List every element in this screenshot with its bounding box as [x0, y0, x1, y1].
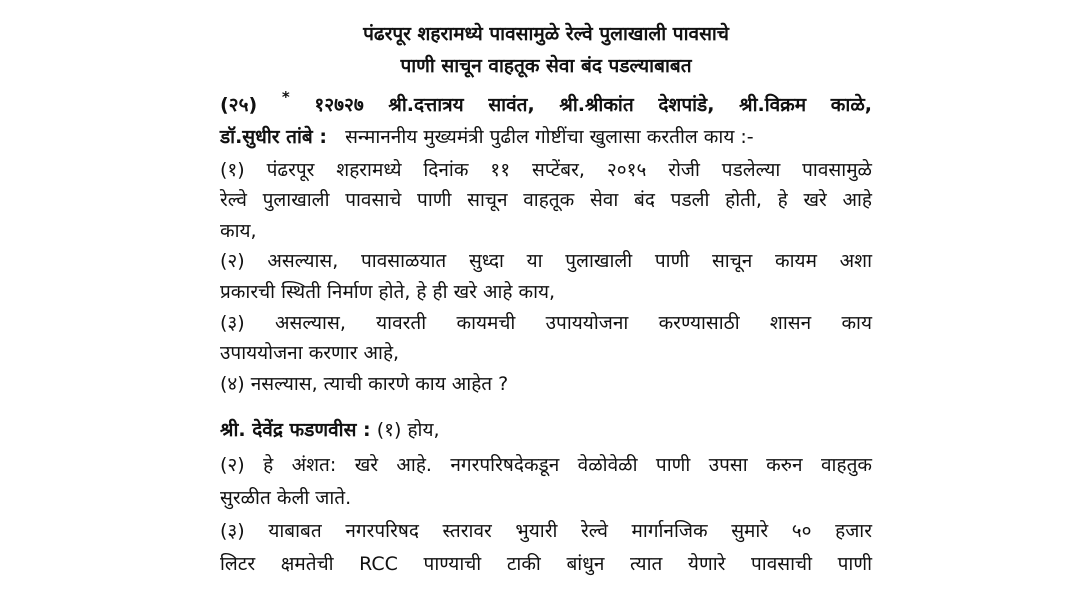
question-line: (२) असल्यास, पावसाळयात सुध्दा या पुलाखाली पाणी साचून कायम अशा: [220, 250, 872, 272]
answer-first-line: [220, 417, 872, 443]
question-intro-line: [220, 124, 872, 150]
question-line: (३) असल्यास, यावरती कायमची उपाययोजना करण्यासाठी शासन काय: [220, 312, 872, 334]
answer-line: (२) हे अंशत: खरे आहे. नगरपरिषदेकडून वेळोवेळी पाणी उपसा करुन वाहतुक: [220, 454, 872, 476]
question-line: (१) पंढरपूर शहरामध्ये दिनांक ११ सप्टेंबर, २०१५ रोजी पडलेल्या पावसामुळे: [220, 159, 872, 181]
question-line: काय,: [220, 220, 257, 242]
question-line: उपाययोजना करणार आहे,: [220, 342, 400, 364]
answer-line: (३) याबाबत नगरपरिषद स्तरावर भुयारी रेल्वे मार्गानजिक सुमारे ५० हजार: [220, 520, 872, 542]
question-line: रेल्वे पुलाखाली पावसाचे पाणी साचून वाहतूक सेवा बंद पडली होती, हे खरे आहे: [220, 189, 872, 211]
question-header: [220, 88, 872, 119]
question-intro: सन्माननीय मुख्यमंत्री पुढील गोष्टींचा खुलासा करतील काय :-: [345, 126, 754, 148]
answer-speaker: श्री. देवेंद्र फडणवीस :: [220, 419, 371, 441]
question-members-line-2: डॉ.सुधीर तांबे :: [220, 126, 327, 148]
starred-marker: *: [281, 88, 290, 106]
document-title-line-2: पाणी साचून वाहतूक सेवा बंद पडल्याबाबत: [400, 55, 692, 77]
question-number: (२५): [220, 94, 258, 116]
answer-first: (१) होय,: [376, 419, 440, 441]
document-title-line-1: पंढरपूर शहरामध्ये पावसामुळे रेल्वे पुलाखाली पावसाचे: [363, 23, 729, 45]
answer-line: सुरळीत केली जाते.: [220, 487, 352, 509]
question-members-line-1: श्री.दत्तात्रय सावंत, श्री.श्रीकांत देशपांडे, श्री.विक्रम काळे,: [388, 94, 872, 116]
question-line: (४) नसल्यास, त्याची कारणे काय आहेत ?: [220, 373, 509, 395]
answer-line: लिटर क्षमतेची RCC पाण्याची टाकी बांधुन त्यात येणारे पावसाची पाणी: [220, 553, 872, 575]
question-line: प्रकारची स्थिती निर्माण होते, हे ही खरे आहे काय,: [220, 281, 556, 303]
question-id: १२७२७: [314, 94, 364, 116]
